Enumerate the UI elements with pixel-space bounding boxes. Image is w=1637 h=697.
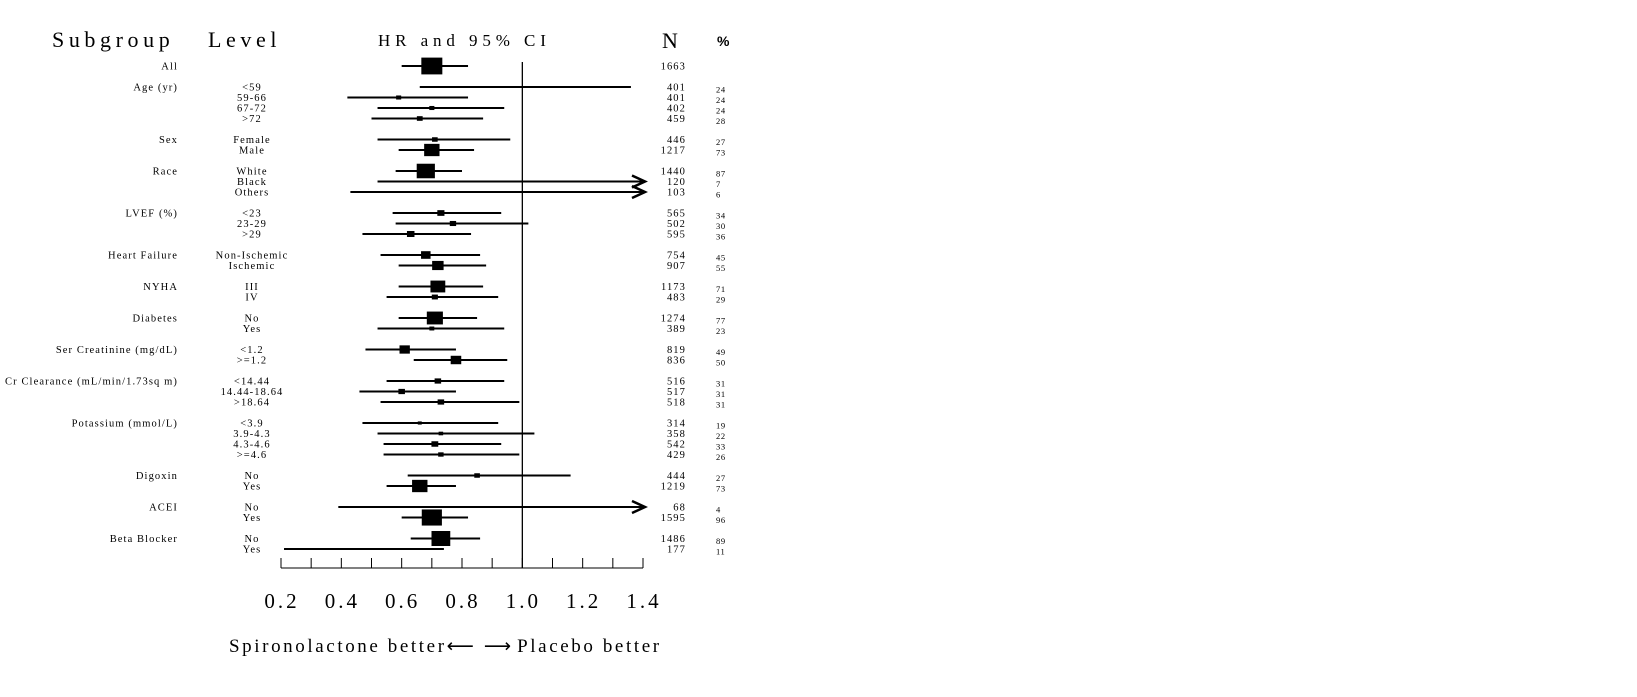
level-label: III — [245, 282, 259, 293]
level-label: Ischemic — [228, 261, 276, 272]
hr-box — [432, 295, 438, 300]
level-header: Level — [208, 27, 282, 52]
pct-value: 71 — [716, 284, 726, 294]
pct-value: 77 — [716, 315, 726, 326]
level-label: Yes — [242, 544, 262, 556]
level-label: >18.64 — [233, 397, 271, 409]
n-value: 516 — [666, 376, 686, 388]
x-tick-label: 1.0 — [505, 589, 541, 613]
caption-right-arrow: ⟶ — [483, 635, 512, 657]
n-value: 483 — [666, 292, 686, 304]
n-value: 444 — [666, 471, 686, 482]
pct-value: 89 — [716, 536, 726, 546]
level-label: No — [244, 502, 260, 514]
x-tick-label: 0.2 — [264, 589, 300, 613]
x-tick-label: 0.4 — [324, 589, 360, 613]
level-label: <14.44 — [233, 376, 271, 388]
subgroup-label: Cr Clearance (mL/min/1.73sq m) — [5, 376, 178, 388]
hr-box — [450, 221, 456, 226]
pct-value: 27 — [716, 473, 726, 483]
pct-value: 33 — [716, 441, 726, 452]
n-value: 819 — [666, 345, 686, 356]
n-value: 401 — [666, 82, 686, 94]
level-label: 14.44-18.64 — [220, 387, 284, 398]
n-value: 565 — [666, 208, 686, 220]
subgroup-label: ACEI — [149, 502, 178, 514]
subgroup-label: Beta Blocker — [109, 534, 178, 545]
subgroup-label: Potassium (mmol/L) — [71, 418, 178, 430]
pct-value: 4 — [716, 504, 721, 515]
hr-box — [417, 164, 435, 179]
n-value: 1173 — [660, 282, 686, 293]
n-value: 1274 — [660, 313, 686, 325]
pct-value: 27 — [716, 137, 726, 147]
n-value: 502 — [666, 219, 686, 230]
pct-value: 36 — [716, 231, 726, 242]
subgroup-label: Age (yr) — [133, 82, 178, 94]
pct-value: 24 — [716, 95, 726, 105]
pct-value: 49 — [716, 347, 726, 357]
level-label: 23-29 — [237, 219, 267, 230]
pct-value: 7 — [716, 179, 721, 189]
level-label: Female — [233, 135, 271, 146]
hr-box — [398, 389, 405, 394]
hr-box — [427, 312, 443, 325]
n-value: 542 — [666, 439, 686, 451]
n-value: 754 — [666, 250, 686, 262]
hr-box — [396, 95, 401, 99]
n-value: 907 — [666, 261, 686, 272]
hr-box — [432, 531, 451, 546]
n-value: 68 — [673, 502, 686, 514]
n-value: 1219 — [660, 481, 686, 493]
n-value: 389 — [666, 324, 686, 335]
estimate-header: HR and 95% CI — [378, 31, 551, 50]
subgroup-label: NYHA — [143, 282, 178, 293]
n-value: 1217 — [660, 145, 686, 157]
pct-value: 73 — [716, 147, 726, 158]
subgroup-label: LVEF (%) — [125, 208, 178, 220]
n-value: 402 — [666, 103, 686, 115]
n-value: 836 — [666, 355, 686, 367]
n-value: 314 — [666, 418, 686, 430]
subgroup-label: Digoxin — [135, 471, 178, 482]
hr-box — [418, 421, 422, 424]
x-tick-label: 0.8 — [445, 589, 481, 613]
level-label: >=4.6 — [236, 450, 268, 461]
subgroup-header: Subgroup — [52, 27, 175, 52]
pct-value: 29 — [716, 294, 726, 305]
hr-box — [421, 58, 442, 75]
subgroup-label: Diabetes — [132, 313, 178, 325]
n-value: 358 — [666, 429, 686, 440]
percent-header: % — [717, 33, 730, 49]
pct-value: 24 — [716, 105, 726, 116]
level-label: <3.9 — [240, 418, 264, 430]
level-label: <23 — [242, 208, 262, 220]
level-label: 4.3-4.6 — [233, 439, 271, 451]
x-axis-caption — [229, 635, 662, 657]
subgroup-label: Sex — [158, 135, 178, 146]
plot-marks — [5, 58, 726, 613]
pct-value: 23 — [716, 326, 726, 336]
pct-value: 22 — [716, 431, 726, 441]
x-tick-label: 1.4 — [626, 589, 662, 613]
level-label: Yes — [242, 513, 262, 524]
hr-box — [421, 251, 431, 259]
pct-value: 26 — [716, 452, 726, 462]
level-label: No — [244, 471, 260, 482]
pct-value: 31 — [716, 389, 726, 399]
pct-value: 96 — [716, 515, 726, 525]
level-label: Black — [237, 177, 267, 188]
level-label: Yes — [242, 481, 262, 493]
pct-value: 6 — [716, 189, 721, 200]
pct-value: 45 — [716, 252, 726, 263]
hr-box — [432, 137, 438, 142]
n-value: 401 — [666, 93, 686, 104]
hr-box — [400, 345, 410, 353]
level-label: Yes — [242, 324, 262, 335]
caption-left-label: Spironolactone better — [229, 636, 447, 657]
pct-value: 24 — [716, 84, 726, 95]
level-label: Others — [234, 187, 270, 199]
hr-box — [412, 480, 427, 492]
hr-box — [431, 441, 438, 446]
subgroup-label: Heart Failure — [108, 250, 178, 262]
pct-value: 50 — [716, 357, 726, 368]
level-label: 3.9-4.3 — [233, 429, 271, 440]
level-label: Male — [239, 145, 265, 157]
level-label: No — [244, 534, 260, 545]
n-value: 517 — [666, 387, 686, 398]
n-value: 595 — [666, 229, 686, 241]
hr-box — [430, 281, 445, 293]
hr-box — [451, 356, 462, 364]
level-label: White — [236, 166, 268, 178]
level-label: <59 — [242, 82, 262, 94]
n-value: 459 — [666, 114, 686, 125]
level-label: IV — [245, 292, 259, 304]
level-label: 59-66 — [237, 93, 267, 104]
subgroup-label: Race — [152, 166, 178, 178]
pct-value: 73 — [716, 483, 726, 494]
hr-box — [435, 378, 442, 383]
pct-value: 28 — [716, 116, 726, 126]
hr-box — [424, 144, 439, 156]
n-value: 1486 — [660, 534, 686, 545]
hr-box — [429, 327, 434, 331]
hr-box — [429, 106, 434, 110]
hr-box — [432, 261, 443, 270]
pct-value: 11 — [716, 546, 726, 557]
level-label: No — [244, 313, 260, 325]
hr-box — [474, 473, 480, 477]
hr-box — [407, 231, 415, 237]
n-value: 429 — [666, 450, 686, 461]
pct-value: 31 — [716, 378, 726, 389]
hr-box — [438, 452, 443, 456]
level-label: 67-72 — [237, 103, 267, 115]
pct-value: 55 — [716, 263, 726, 273]
n-value: 177 — [666, 544, 686, 556]
hr-box — [438, 399, 445, 404]
caption-left-arrow: ⟵ — [446, 635, 474, 657]
subgroup-label: All — [161, 61, 178, 73]
pct-value: 31 — [716, 399, 726, 410]
level-label: >72 — [242, 114, 262, 125]
x-tick-label: 1.2 — [566, 589, 602, 613]
x-tick-label: 0.6 — [385, 589, 421, 613]
n-value: 1663 — [660, 61, 686, 73]
n-value: 1440 — [660, 166, 686, 178]
hr-box — [417, 116, 423, 121]
n-value: 120 — [666, 177, 686, 188]
n-value: 446 — [666, 135, 686, 146]
level-label: <1.2 — [240, 345, 264, 356]
hr-box — [439, 432, 444, 436]
level-label: >=1.2 — [236, 355, 268, 367]
pct-value: 19 — [716, 420, 726, 431]
level-label: >29 — [242, 229, 262, 241]
caption-right-label: Placebo better — [517, 636, 662, 657]
level-label: Non-Ischemic — [215, 250, 289, 262]
pct-value: 30 — [716, 221, 726, 231]
n-value: 1595 — [660, 513, 686, 524]
pct-value: 87 — [716, 168, 726, 179]
hr-box — [422, 509, 442, 525]
pct-value: 34 — [716, 210, 726, 221]
subgroup-label: Ser Creatinine (mg/dL) — [55, 345, 178, 356]
n-value: 518 — [666, 397, 686, 409]
n-header: N — [662, 28, 683, 53]
hr-box — [437, 210, 444, 216]
n-value: 103 — [666, 187, 686, 199]
